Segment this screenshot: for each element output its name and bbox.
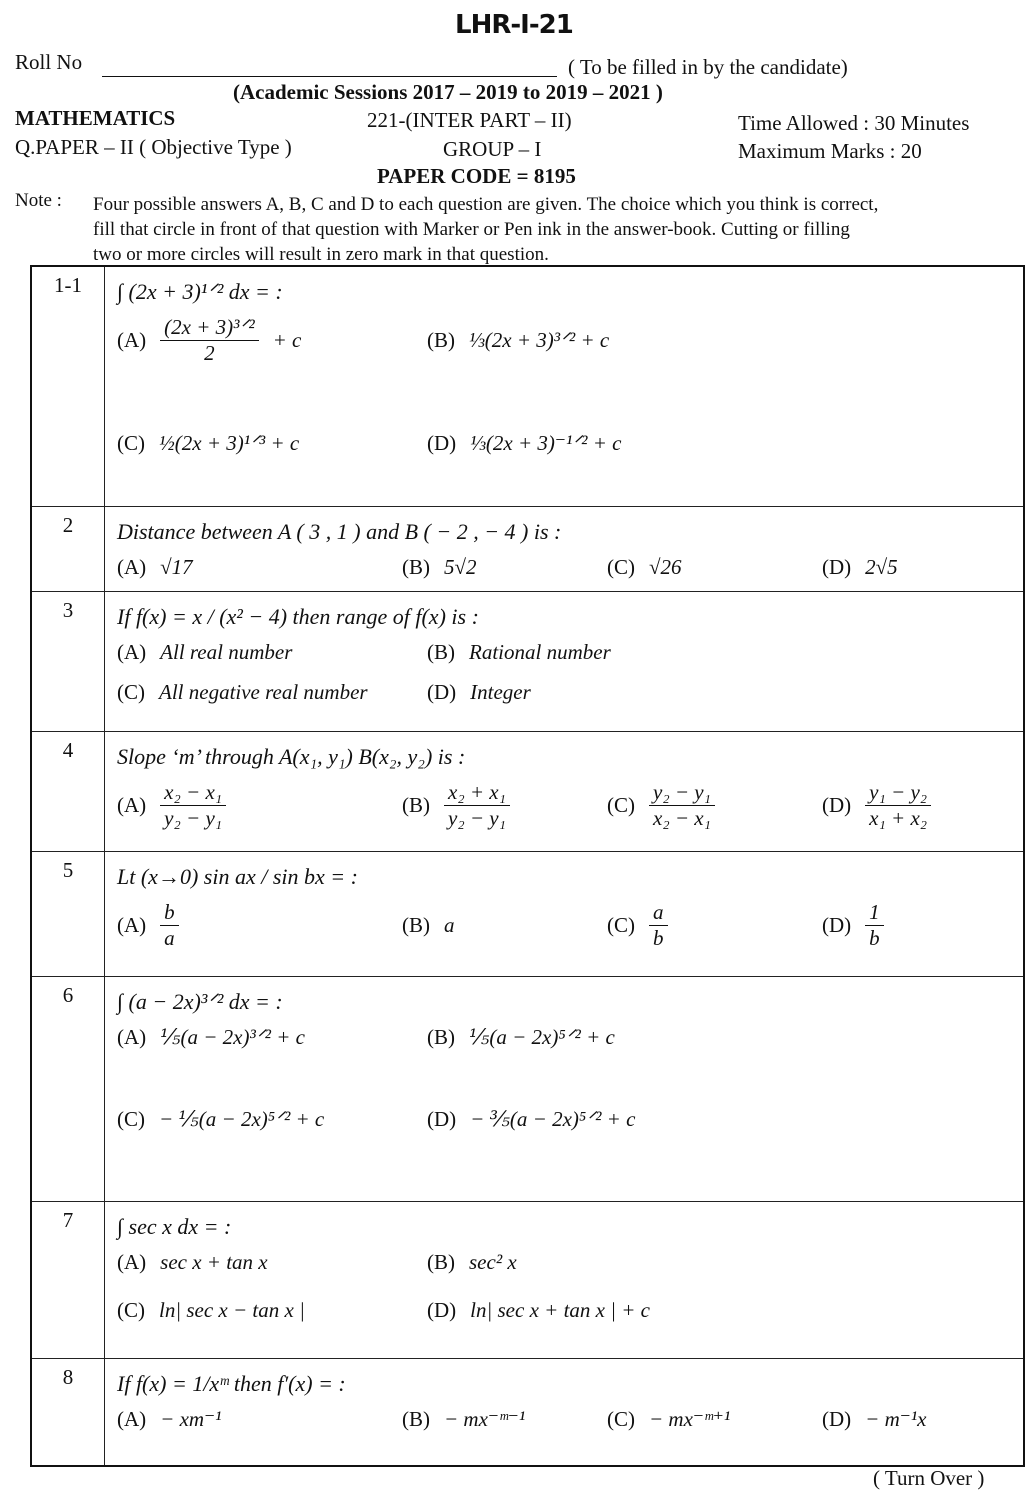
option-a[interactable] (117, 1407, 402, 1432)
paper-code: PAPER CODE = 8195 (377, 164, 576, 188)
question-body (105, 1358, 1025, 1466)
turn-over: ( Turn Over ) (873, 1466, 985, 1490)
option-label: (A) (117, 1406, 147, 1431)
option-c[interactable] (607, 1407, 822, 1432)
roll-no-note: ( To be filled in by the candidate) (568, 55, 848, 79)
note-text (93, 192, 878, 267)
question-body (105, 1201, 1025, 1358)
class: 221-(INTER PART – II) (367, 108, 572, 132)
question-body (105, 266, 1025, 506)
time-allowed: Time Allowed : 30 Minutes (738, 111, 970, 135)
option-text: ½(2x + 3)¹ᐟ³ + c (159, 431, 300, 455)
option-text: a (444, 912, 455, 937)
option-a[interactable] (117, 900, 402, 951)
option-label: (D) (822, 554, 852, 579)
option-c[interactable] (117, 1107, 427, 1132)
option-text: 5√2 (444, 554, 477, 579)
option-text: − ⅗(a − 2x)⁵ᐟ² + c (470, 1107, 636, 1131)
option-label: (A) (117, 792, 147, 817)
fraction (649, 900, 668, 951)
question-body (105, 851, 1025, 976)
option-text: All real number (160, 639, 293, 664)
question-stem: ∫ (a − 2x)³ᐟ² dx = : (117, 988, 283, 1014)
numerator: y₂ − y₁ (649, 780, 715, 806)
option-label: (D) (427, 679, 457, 704)
option-b[interactable] (402, 913, 607, 938)
question-number: 2 (31, 506, 105, 591)
denominator: b (653, 925, 664, 950)
question-number: 1-1 (31, 266, 105, 506)
subject: MATHEMATICS (15, 106, 176, 130)
option-text: − m⁻¹x (865, 1406, 927, 1431)
option-d[interactable] (822, 900, 1013, 951)
question-stem: If f(x) = x / (x² − 4) then range of f(x) is : (117, 603, 479, 629)
option-a[interactable] (117, 780, 402, 831)
option-text: − ⅕(a − 2x)⁵ᐟ² + c (159, 1107, 325, 1131)
question-row (31, 506, 1024, 591)
group: GROUP – I (443, 137, 542, 161)
option-d[interactable] (822, 555, 1013, 580)
question-stem: ∫ sec x dx = : (117, 1213, 232, 1239)
option-text: All negative real number (159, 679, 368, 704)
question-number: 6 (31, 976, 105, 1201)
option-text: ⅓(2x + 3)³ᐟ² + c (469, 328, 610, 352)
option-label: (B) (427, 1024, 455, 1049)
option-label: (A) (117, 328, 147, 352)
option-label: (D) (822, 792, 852, 817)
question-stem: If f(x) = 1/xᵐ then f′(x) = : (117, 1370, 346, 1396)
option-a[interactable] (117, 315, 427, 366)
note-label: Note : (15, 190, 62, 211)
option-label: (A) (117, 639, 147, 664)
option-c[interactable] (607, 555, 822, 580)
roll-no-label: Roll No (15, 50, 83, 74)
option-label: (A) (117, 1249, 147, 1274)
note-line: fill that circle in front of that question with Marker or Pen ink in the answer-book. Cutting or filling (93, 219, 850, 240)
option-d[interactable] (427, 680, 1013, 705)
option-text: ⅓(2x + 3)⁻¹ᐟ² + c (470, 431, 622, 455)
note-line: two or more circles will result in zero mark in that question. (93, 244, 549, 265)
question-stem: Distance between A ( 3 , 1 ) and B ( − 2 , − 4 ) is : (117, 518, 562, 544)
denominator: a (164, 925, 175, 950)
option-label: (A) (117, 1024, 147, 1049)
option-label: (C) (607, 554, 635, 579)
roll-no-field[interactable] (102, 76, 557, 77)
options (117, 640, 1013, 705)
option-a[interactable] (117, 1250, 427, 1275)
academic-sessions: (Academic Sessions 2017 – 2019 to 2019 – 2021 ) (233, 80, 663, 104)
fraction (160, 900, 179, 951)
option-label: (C) (117, 1298, 145, 1322)
question-stem: Slope ‘m’ through A(x₁, y₁) B(x₂, y₂) is : (117, 743, 466, 769)
question-row (31, 731, 1024, 851)
option-text: ln| sec x + tan x | + c (470, 1298, 650, 1322)
denominator: 2 (204, 341, 215, 365)
question-row (31, 851, 1024, 976)
denominator: x₂ − x₁ (653, 805, 711, 830)
option-text: Rational number (469, 639, 611, 664)
option-a[interactable] (117, 640, 427, 665)
option-label: (C) (607, 912, 635, 937)
option-d[interactable] (822, 780, 1013, 831)
option-label: (B) (402, 912, 430, 937)
fraction (865, 900, 884, 951)
option-label: (D) (822, 1406, 852, 1431)
paper-type: Q.PAPER – II ( Objective Type ) (15, 135, 292, 159)
option-label: (B) (402, 792, 430, 817)
denominator: y₂ − y₁ (164, 805, 223, 830)
options (117, 1407, 1013, 1432)
option-c[interactable] (117, 680, 427, 705)
option-c[interactable] (117, 431, 427, 456)
question-number: 3 (31, 591, 105, 731)
option-b[interactable] (402, 780, 607, 831)
option-text: ln| sec x − tan x | (159, 1298, 305, 1322)
option-label: (B) (402, 1406, 430, 1431)
option-label: (B) (427, 639, 455, 664)
option-label: (D) (427, 1107, 457, 1131)
options (117, 900, 1013, 951)
option-label: (B) (427, 1249, 455, 1274)
fraction (160, 780, 226, 831)
option-d[interactable] (427, 1107, 1013, 1132)
options (117, 555, 1013, 580)
option-label: (D) (427, 1298, 457, 1322)
option-label: (A) (117, 554, 147, 579)
option-label: (D) (427, 431, 457, 455)
numerator: b (160, 900, 179, 926)
option-a[interactable] (117, 1025, 427, 1050)
option-d[interactable] (427, 1298, 1013, 1323)
option-text: − mx⁻ᵐ⁻¹ (444, 1406, 526, 1431)
question-body (105, 976, 1025, 1201)
option-text: sec² x (469, 1249, 517, 1274)
numerator: y₁ − y₂ (865, 780, 931, 806)
option-c[interactable] (607, 780, 822, 831)
options (117, 315, 1013, 456)
option-a[interactable] (117, 555, 402, 580)
fraction (649, 780, 715, 831)
denominator: x₁ + x₂ (869, 805, 928, 830)
question-body (105, 731, 1025, 851)
option-label: (C) (607, 1406, 635, 1431)
option-b[interactable] (427, 1250, 1013, 1275)
option-label: (C) (607, 792, 635, 817)
question-number: 5 (31, 851, 105, 976)
fraction (444, 780, 510, 831)
question-row (31, 1201, 1024, 1358)
question-number: 8 (31, 1358, 105, 1466)
fraction (160, 315, 258, 366)
option-b[interactable] (402, 1407, 607, 1432)
option-label: (A) (117, 912, 147, 937)
question-stem: ∫ (2x + 3)¹ᐟ² dx = : (117, 279, 283, 304)
options (117, 780, 1013, 831)
options (117, 1025, 1013, 1133)
option-b[interactable] (427, 640, 1013, 665)
denominator: y₂ − y₁ (448, 805, 506, 830)
option-text: √17 (160, 554, 193, 579)
option-text: ⅕(a − 2x)⁵ᐟ² + c (469, 1024, 615, 1049)
option-b[interactable] (427, 328, 1013, 353)
option-b[interactable] (427, 1025, 1013, 1050)
option-b[interactable] (402, 555, 607, 580)
question-row (31, 976, 1024, 1201)
option-suffix: + c (272, 328, 302, 352)
option-label: (D) (822, 912, 852, 937)
question-row (31, 591, 1024, 731)
handwritten-code: LHR-I-21 (455, 10, 573, 40)
question-body (105, 591, 1025, 731)
question-stem: Lt (x→0) sin ax / sin bx = : (117, 863, 358, 889)
option-label: (C) (117, 431, 145, 455)
question-number: 7 (31, 1201, 105, 1358)
option-label: (C) (117, 679, 145, 704)
question-row (31, 1358, 1024, 1466)
numerator: a (649, 900, 668, 926)
denominator: b (869, 925, 880, 950)
option-c[interactable] (117, 1298, 427, 1323)
maximum-marks: Maximum Marks : 20 (738, 139, 922, 163)
question-number: 4 (31, 731, 105, 851)
option-d[interactable] (822, 1407, 1013, 1432)
numerator: x₂ − x₁ (160, 780, 226, 806)
fraction (865, 780, 931, 831)
option-label: (C) (117, 1107, 145, 1131)
question-row (31, 266, 1024, 506)
option-text: Integer (470, 679, 531, 704)
option-text: − mx⁻ᵐ⁺¹ (649, 1406, 731, 1431)
numerator: x₂ + x₁ (444, 780, 510, 806)
option-label: (B) (427, 328, 455, 352)
option-text: √26 (649, 554, 682, 579)
question-body (105, 506, 1025, 591)
option-c[interactable] (607, 900, 822, 951)
note-line: Four possible answers A, B, C and D to each question are given. The choice which you think is correct, (93, 194, 879, 215)
option-text: − xm⁻¹ (160, 1406, 222, 1431)
questions-table (30, 265, 1025, 1467)
option-text: 2√5 (865, 554, 898, 579)
option-label: (B) (402, 554, 430, 579)
numerator: 1 (865, 900, 884, 926)
option-text: sec x + tan x (160, 1249, 268, 1274)
numerator: (2x + 3)³ᐟ² (160, 315, 258, 341)
option-d[interactable] (427, 431, 1013, 456)
option-text: ⅕(a − 2x)³ᐟ² + c (160, 1024, 305, 1049)
options (117, 1250, 1013, 1324)
